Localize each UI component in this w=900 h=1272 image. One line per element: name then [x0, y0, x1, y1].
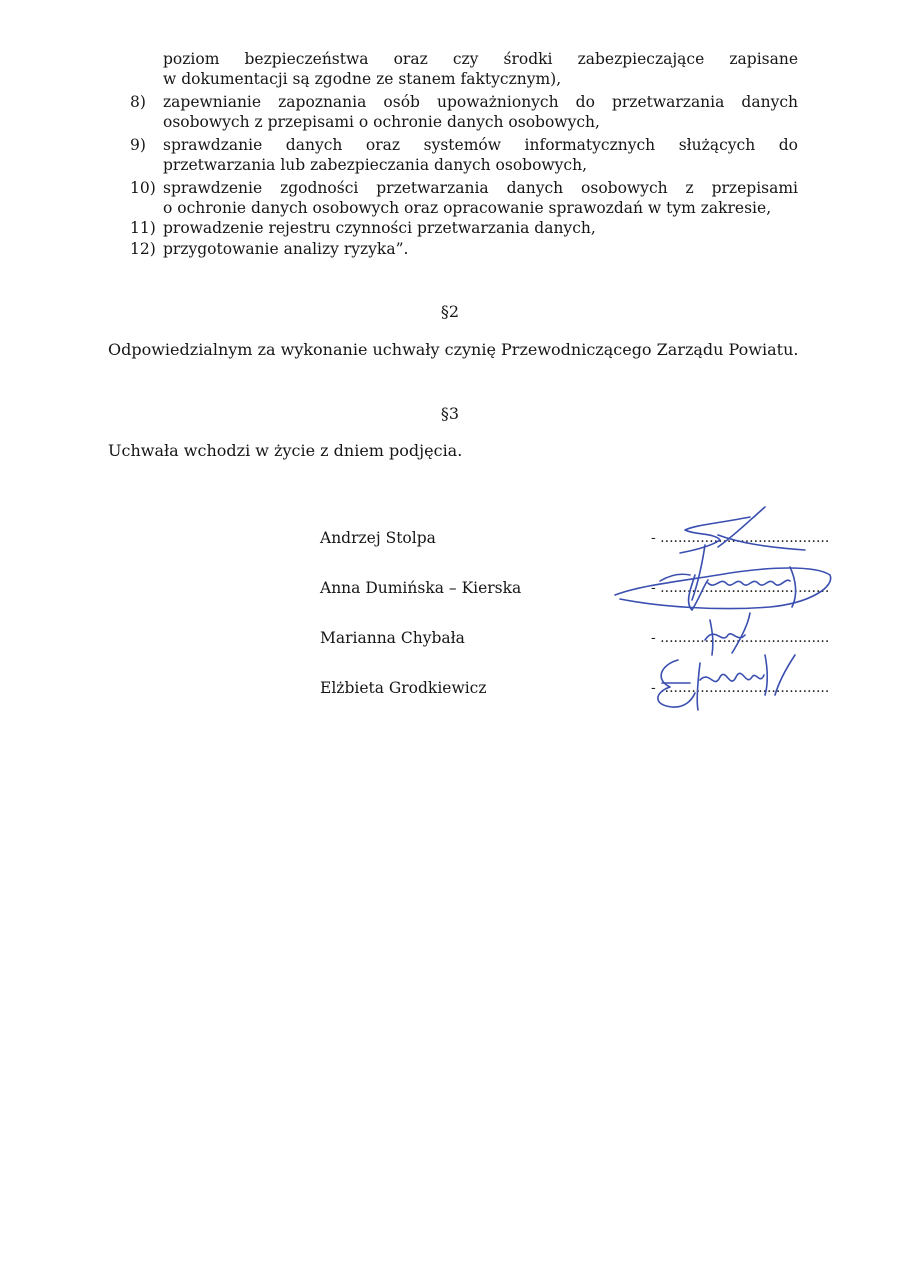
list-item: [130, 50, 798, 89]
signatory-names: [320, 528, 521, 728]
list-text-line: prowadzenie rejestru czynności przetwarzania danych,: [163, 219, 596, 237]
list-text-line: zapewnianie zapoznania osób upoważnionych do przetwarzania danych: [163, 93, 798, 111]
list-item: [130, 93, 798, 132]
list-text-line: sprawdzanie danych oraz systemów informatycznych służących do: [163, 136, 798, 154]
duties-list: [130, 50, 798, 260]
list-text-line: przygotowanie analizy ryzyka”.: [163, 240, 409, 258]
signature-line: - ......................................: [651, 680, 830, 696]
signatory-name: Marianna Chybała: [320, 629, 465, 647]
signature-anna-duminska-kierska: [615, 567, 831, 610]
signatory-name: Elżbieta Grodkiewicz: [320, 679, 487, 697]
signature-andrzej-stolpa: [680, 507, 805, 600]
signature-elzbieta-grodkiewicz: [658, 655, 795, 710]
section-2-text: Odpowiedzialnym za wykonanie uchwały czynię Przewodniczącego Zarządu Powiatu.: [108, 340, 799, 359]
signature-marianna-chybala: [705, 613, 750, 655]
list-number: 10): [130, 179, 156, 197]
section-2-heading: §2: [440, 302, 460, 321]
signature-line: - ......................................: [651, 580, 830, 596]
list-text-line: przetwarzania lub zabezpieczania danych osobowych,: [163, 155, 588, 174]
signatory-name: Anna Dumińska – Kierska: [320, 579, 522, 597]
list-item: [130, 136, 798, 175]
list-item: [130, 240, 798, 260]
list-item: [130, 219, 798, 239]
handwritten-signatures: [600, 495, 840, 725]
list-item: [130, 179, 798, 218]
signature-line: - ......................................: [651, 530, 830, 546]
signature-line: - ......................................: [651, 630, 830, 646]
list-number: 8): [130, 93, 146, 111]
section-3-heading: §3: [440, 404, 460, 423]
list-number: 12): [130, 240, 156, 258]
list-text-line: w dokumentacji są zgodne ze stanem faktycznym),: [163, 69, 562, 88]
list-number: 11): [130, 219, 156, 237]
list-text-line: sprawdzenie zgodności przetwarzania danych osobowych z przepisami: [163, 179, 798, 197]
list-number: 9): [130, 136, 146, 154]
list-text-line: o ochronie danych osobowych oraz opracowanie sprawozdań w tym zakresie,: [163, 198, 772, 217]
signatory-name: Andrzej Stolpa: [320, 529, 436, 547]
list-text-line: poziom bezpieczeństwa oraz czy środki zabezpieczające zapisane: [163, 50, 798, 68]
section-3-text: Uchwała wchodzi w życie z dniem podjęcia.: [108, 441, 463, 460]
list-text-line: osobowych z przepisami o ochronie danych osobowych,: [163, 112, 600, 131]
